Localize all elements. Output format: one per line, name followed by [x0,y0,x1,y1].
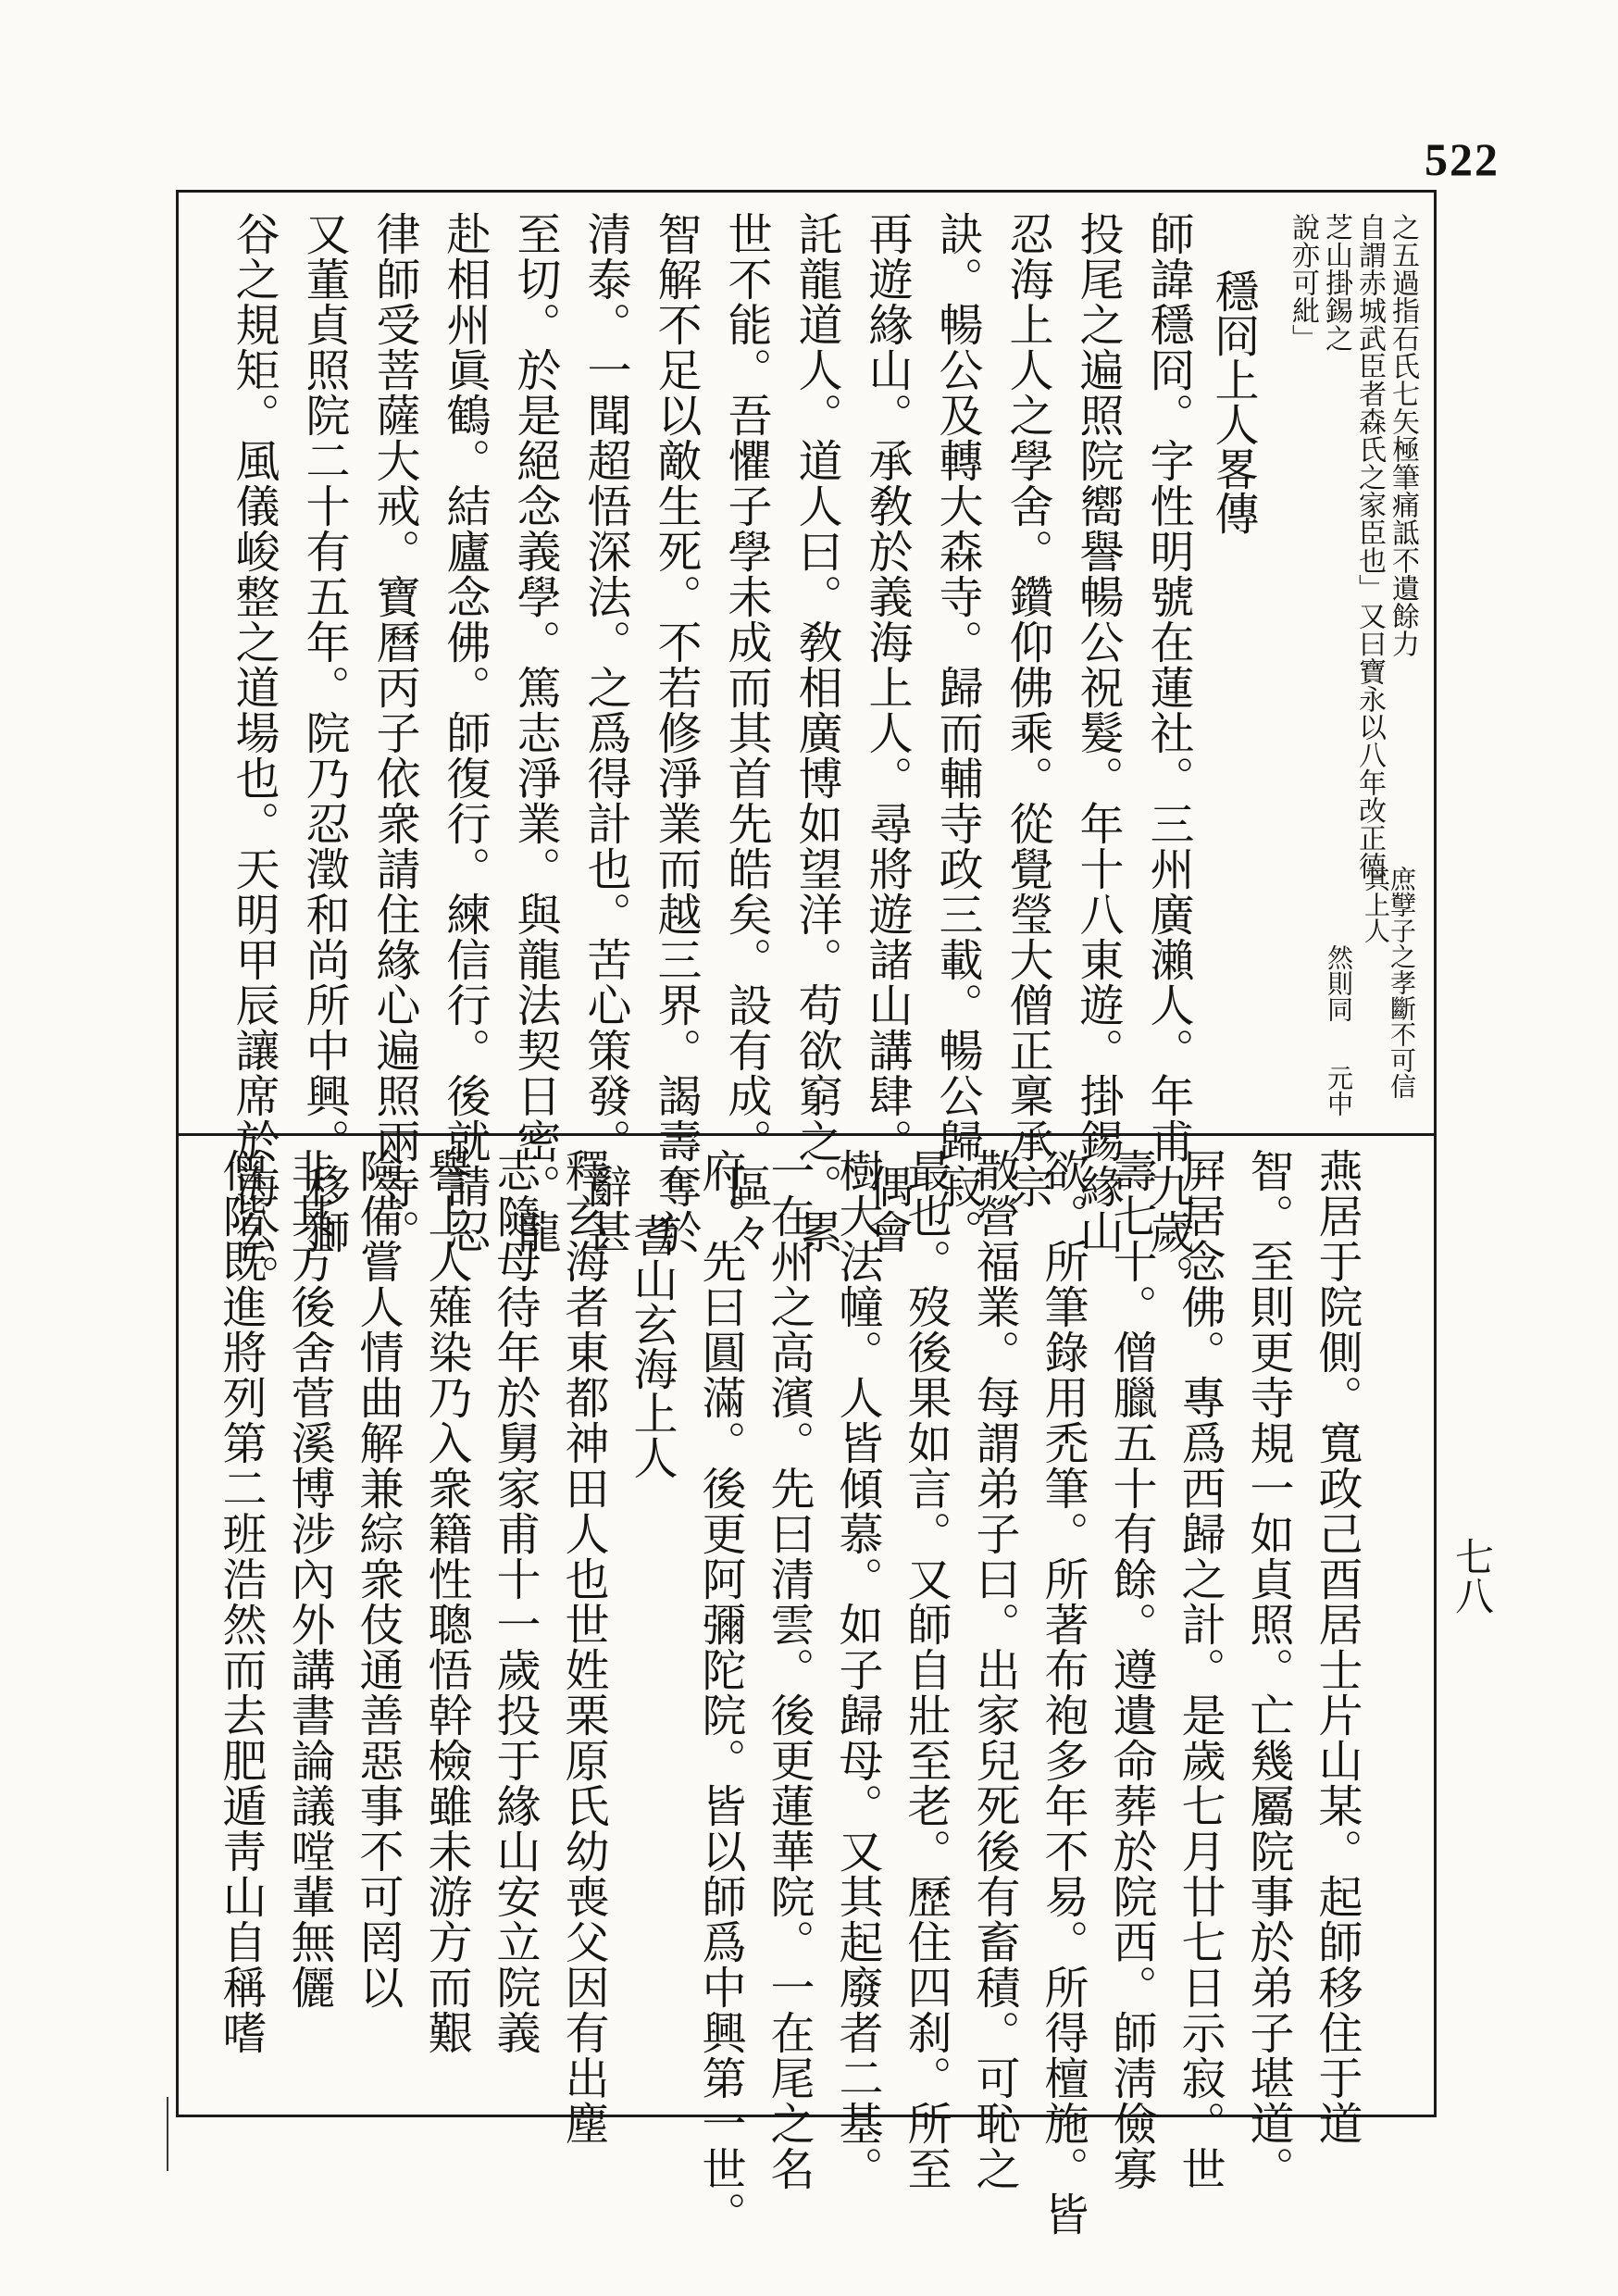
text-column: 清泰。一聞超悟深法。之爲得計也。苦心策發。辭甚 [579,211,631,1254]
text-column: 忍海上人之學舍。鑽仰佛乘。從覺瑩大僧正稟承宗 [1002,211,1053,1209]
note-column: 自謂赤城武臣者森氏之家臣也」又曰寶永以八年改正德 [1353,213,1386,880]
note-column: 元中 [1324,1065,1354,1117]
text-column: 師諱穩冏。字性明號在蓮社。三州廣瀨人。年甫九歲。 [1142,211,1194,1300]
text-column: 燕居于院側。寬政己酉居士片山某。起師移住于道 [1311,1148,1363,2146]
biography-heading: 耆山玄海上人 [626,1213,678,1479]
text-column: 又董貞照院二十有五年。院乃忍澂和尚所中興。移獅 [298,211,350,1254]
text-column: 非其方後舍菅溪博涉內外講書論議嘡輩無儷 [283,1148,335,2010]
page-number: 522 [1425,133,1500,185]
text-column: 一在州之高濱。先曰清雲。後更蓮華院。一在尾之名 [763,1148,815,2191]
text-column: 律師受菩薩大戒。寶曆丙子依衆請住緣心遍照兩寺。 [368,211,420,1254]
text-column: 智。至則更寺規一如貞照。亡幾屬院事於弟子堪道。 [1242,1148,1294,2191]
note-column: 芝山掛錫之 [1320,213,1352,352]
biography-heading: 穩冏上人畧傳 [1207,268,1259,535]
text-column: 僧階既進將列第二班浩然而去肥遁靑山自稱嗜 [215,1148,267,2055]
text-column: 樹大法幢。人皆傾慕。如子歸母。又其起廢者二基。 [831,1148,883,2191]
text-column: 谷之規矩。風儀峻整之道場也。天明甲辰讓席於海公。 [228,211,280,1300]
note-column: 然則同 [1324,944,1354,1022]
text-column: 託龍道人。道人曰。敎相廣博如望洋。苟欲窮之。累 [790,211,842,1254]
text-column: 再遊緣山。承敎於義海上人。尋將遊諸山講肆。偶會 [861,211,913,1254]
text-column: 智解不足以敵生死。不若修淨業而越三界。謁壽奪於 [650,211,702,1254]
text-column: 府。先曰圓滿。後更阿彌陀院。皆以師爲中興第一世。 [694,1148,746,2237]
note-column: 之五過指石氏七矢極筆痛詆不遺餘力 [1387,213,1419,657]
note-column: 說亦可紕」 [1287,213,1319,352]
text-column: 屛居念佛。專爲西歸之計。是歲七月廿七日示寂。世 [1174,1148,1226,2191]
note-column: 其上人 [1361,866,1391,943]
text-column: 散營福業。每謂弟子曰。出家兒死後有畜積。可恥之 [968,1148,1020,2191]
text-column: 赴相州眞鶴。結廬念佛。師復行。練信行。後就請忍 [439,211,491,1254]
text-column: 險備嘗人情曲解兼綜衆伎通善惡事不可罔以 [352,1148,404,2010]
text-column: 世不能。吾懼子學未成而其首先皓矣。設有成。區々 [720,211,772,1254]
side-folio: 七八 [1450,1537,1495,1615]
text-column: 釋玄海者東都神田人也世姓栗原氏幼喪父因有出塵 [557,1148,609,2146]
text-column: 投尾之遍照院嚮譽暢公祝髮。年十八東遊。掛錫緣山 [1072,211,1124,1254]
text-column: 欲。所筆錄用禿筆。所著布袍多年不易。所得檀施。皆 [1037,1148,1089,2237]
text-column: 譽上人薙染乃入衆籍性聰悟幹檢雖未游方而艱 [420,1148,472,2055]
text-column: 最也。歿後果如言。又師自壯至老。歷住四刹。所至 [900,1148,952,2191]
text-column: 志隨母待年於舅家甫十一歲投于緣山安立院義 [489,1148,541,2055]
text-column: 壽七十。僧臘五十有餘。遵遺命葬於院西。師淸儉寡 [1105,1148,1157,2191]
text-column: 至切。於是絕念義學。篤志淨業。與龍法契日密。龍 [509,211,561,1254]
text-column: 訣。暢公及轉大森寺。歸而輔寺政三載。暢公歸寂。 [931,211,983,1254]
margin-mark [167,2097,168,2171]
note-column: 庶孼子之孝斷不可信 [1387,866,1417,1099]
